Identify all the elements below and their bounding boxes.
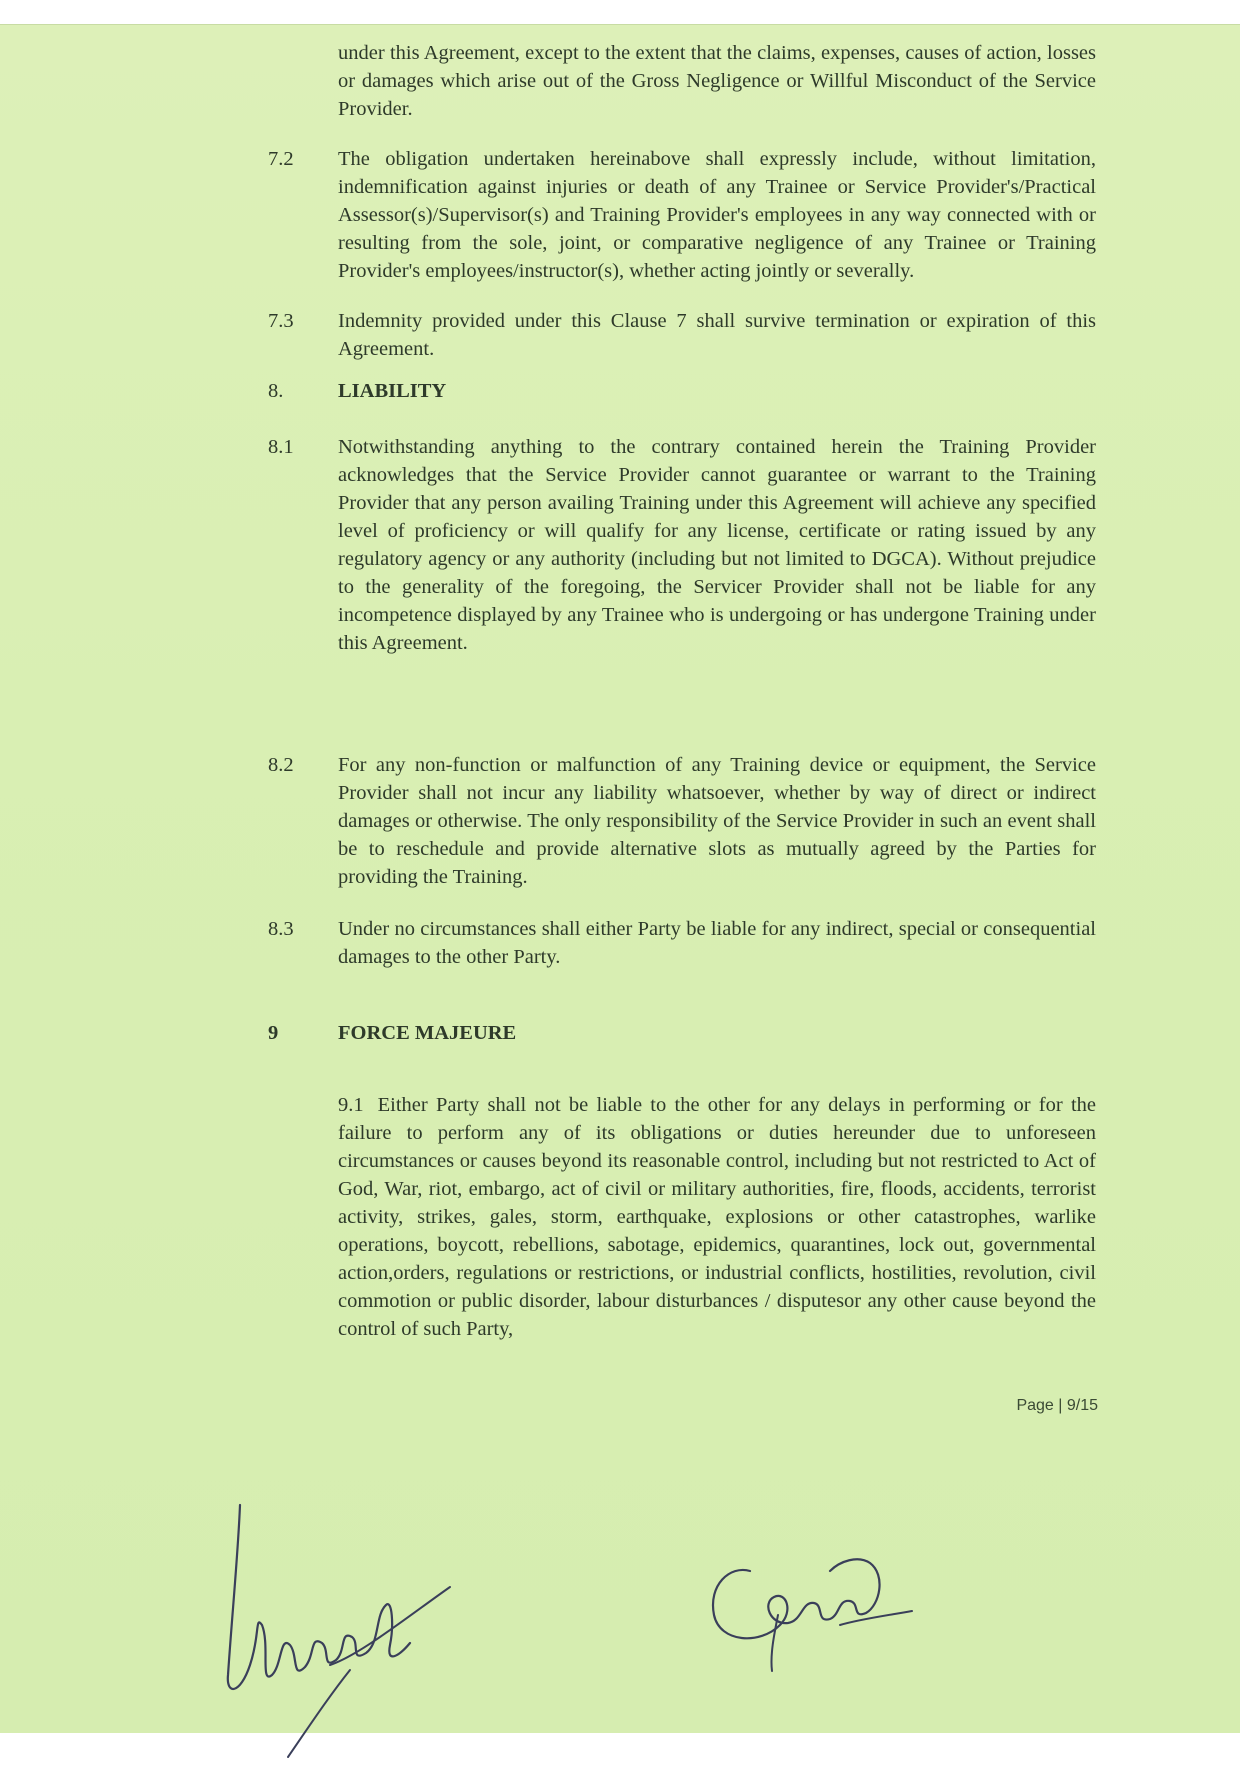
clause-number-7-3: 7.3 [268, 310, 294, 332]
clause-text-9-1: Either Party shall not be liable to the other for any delays in performing or for the failure to perform any of its obligations or duties hereunder due to unforeseen circumstances or causes beyond its reasonable control, including but not restricted to Act of God, War, riot, embargo, act of civil or military authorities, fire, floods, accidents, terrorist activity, strikes, gales, storm, earthquake, explosions or other catastrophes, warlike operations, boycott, rebellions, sabotage, epidemics, quarantines, lock out, governmental action,orders, regulations or restrictions, or industrial conflicts, hostilities, revolution, civil commotion or public disorder, labour disturbances / disputesor any other cause beyond the control of such Party, [338, 1094, 1096, 1340]
clause-number-8-3: 8.3 [268, 918, 294, 940]
clause-number-9-1: 9.1 [338, 1094, 364, 1116]
section-number-9: 9 [268, 1022, 279, 1044]
clause-number-8-1: 8.1 [268, 436, 294, 458]
clause-text-8-1: Notwithstanding anything to the contrary contained herein the Training Provider acknowledges that the Service Provider cannot guarantee or warrant to the Training Provider that any person availing Training under this Agreement will achieve any specified level of proficiency or will qualify for any license, certificate or rating issued by any regulatory agency or any authority (including but not limited to DGCA). Without prejudice to the generality of the foregoing, the Servicer Provider shall not be liable for any incompetence displayed by any Trainee who is undergoing or has undergone Training under this Agreement. [338, 436, 1096, 654]
page-number: Page | 9/15 [1016, 1397, 1098, 1414]
clause-text-7-3: Indemnity provided under this Clause 7 shall survive termination or expiration of this Agreement. [338, 310, 1096, 360]
signature-right [690, 1475, 930, 1675]
section-heading-liability: LIABILITY [338, 380, 447, 402]
section-number-8: 8. [268, 380, 284, 402]
clause-text-8-2: For any non-function or malfunction of any Training device or equipment, the Service Provider shall not incur any liability whatsoever, whether by way of direct or indirect damages or otherwise. The only responsibility of the Service Provider in such an event shall be to reschedule and provide alternative slots as mutually agreed by the Parties for providing the Training. [338, 754, 1096, 888]
clause-text-7-2: The obligation undertaken hereinabove shall expressly include, without limitation, indemnification against injuries or death of any Trainee or Service Provider's/Practical Assessor(s)/Supervisor(s) and Training Provider's employees in any way connected with or resulting from the sole, joint, or comparative negligence of any Trainee or Training Provider's employees/instructor(s), whether acting jointly or severally. [338, 148, 1096, 282]
clause-number-7-2: 7.2 [268, 148, 294, 170]
document-page [0, 24, 1240, 1733]
signature-left [210, 1495, 480, 1765]
clause-9-1 [338, 1091, 1096, 1343]
section-heading-force-majeure: FORCE MAJEURE [338, 1022, 517, 1044]
continuation-paragraph: under this Agreement, except to the extent that the claims, expenses, causes of action, losses or damages which arise out of the Gross Negligence or Willful Misconduct of the Service Provider. [338, 42, 1096, 120]
clause-number-8-2: 8.2 [268, 754, 294, 776]
clause-text-8-3: Under no circumstances shall either Party be liable for any indirect, special or consequential damages to the other Party. [338, 918, 1096, 968]
